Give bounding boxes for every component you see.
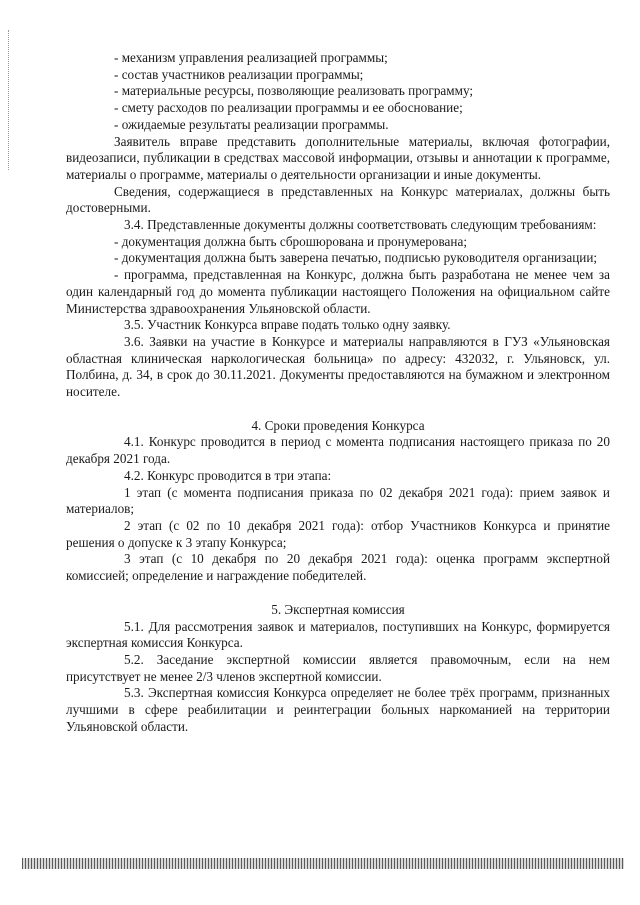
requirement-item: - программа, представленная на Конкурс, должна быть разработана не менее чем за один календарный год до момента публикации настоящего Положения на официальном сайте Министерства здравоохранения Ульяновской области. (66, 267, 610, 316)
paragraph-5-1: 5.1. Для рассмотрения заявок и материалов, поступивших на Конкурс, формируется экспертная комиссия Конкурса. (66, 618, 610, 651)
paragraph-4-1: 4.1. Конкурс проводится в период с момента подписания настоящего приказа по 20 декабря 2021 года. (66, 434, 610, 467)
list-item: - ожидаемые результаты реализации программы. (114, 116, 389, 132)
list-item: - механизм управления реализацией программы; (114, 50, 388, 65)
section-gap (66, 585, 610, 602)
paragraph-5-2: 5.2. Заседание экспертной комиссии является правомочным, если на нем присутствует не менее 2/3 членов экспертной комиссии. (66, 651, 610, 684)
list-item: - смету расходов по реализации программы и ее обоснование; (114, 100, 463, 116)
section-heading-5: 5. Экспертная комиссия (271, 601, 405, 617)
document-page (66, 50, 610, 735)
stage-item: 3 этап (с 10 декабря по 20 декабря 2021 года): оценка программ экспертной комиссией; определение и награждение победителей. (66, 551, 610, 584)
paragraph-3-4: 3.4. Представленные документы должны соответствовать следующим требованиям: (124, 217, 597, 233)
paragraph-3-6: 3.6. Заявки на участие в Конкурсе и материалы направляются в ГУЗ «Ульяновская областная клиническая наркологическая больница» по адресу: 432032, г. Ульяновск, ул. Полбина, д. 34, в срок до 30.11.2021. Документы предоставляются на бумажном и электронном носителе. (66, 333, 610, 400)
paragraph-reliability: Сведения, содержащиеся в представленных на Конкурс материалах, должны быть достоверными. (66, 183, 610, 216)
list-item: - состав участников реализации программы; (114, 66, 364, 82)
paragraph-additional-materials: Заявитель вправе представить дополнительные материалы, включая фотографии, видеозаписи, публикации в средствах массовой информации, отзывы и аннотации к программе, материалы о программе, материалы о деятельности организации и иные документы. (66, 133, 610, 182)
scan-artifact-band (22, 858, 624, 869)
stage-item: 2 этап (с 02 по 10 декабря 2021 года): отбор Участников Конкурса и принятие решения о допуске к 3 этапу Конкурса; (66, 517, 610, 550)
list-item: - материальные ресурсы, позволяющие реализовать программу; (114, 83, 474, 99)
paragraph-3-5: 3.5. Участник Конкурса вправе подать только одну заявку. (124, 317, 451, 333)
requirement-item: - документация должна быть заверена печатью, подписью руководителя организации; (114, 250, 598, 266)
requirement-item: - документация должна быть сброшюрована и пронумерована; (114, 233, 467, 249)
section-gap (66, 401, 610, 418)
section-heading-4: 4. Сроки проведения Конкурса (251, 417, 425, 433)
paragraph-4-2: 4.2. Конкурс проводится в три этапа: (124, 467, 332, 483)
scan-margin-marks (8, 30, 10, 170)
paragraph-5-3: 5.3. Экспертная комиссия Конкурса определяет не более трёх программ, признанных лучшими в сфере реабилитации и реинтеграции больных наркоманией на территории Ульяновской области. (66, 685, 610, 734)
stage-item: 1 этап (с момента подписания приказа по 02 декабря 2021 года): прием заявок и материалов; (66, 484, 610, 517)
